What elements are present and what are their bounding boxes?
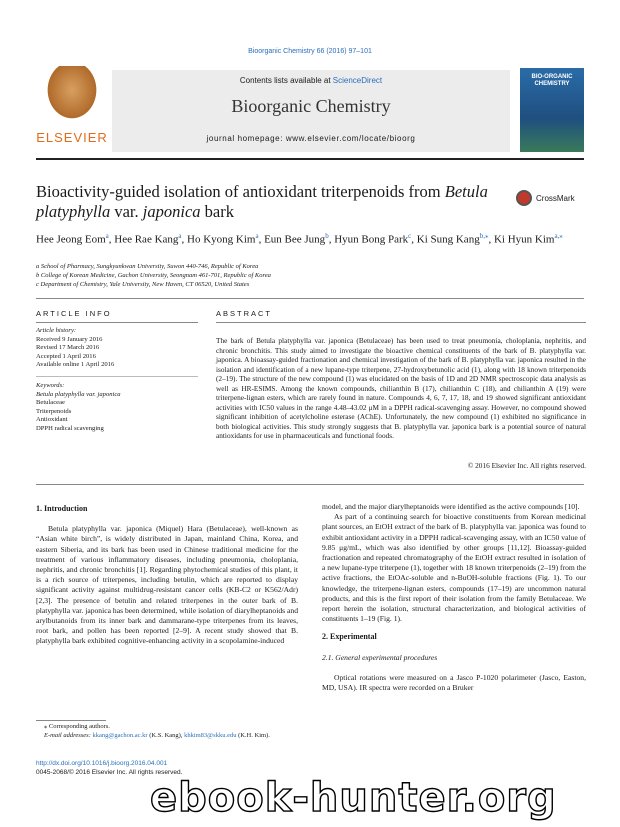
journal-reference[interactable]: Bioorganic Chemistry 66 (2016) 97–101 — [248, 48, 372, 55]
affiliation-b: b College of Korean Medicine, Gachon University, Seongnam 461-701, Republic of Korea — [36, 272, 271, 279]
keywords-label: Keywords: — [36, 382, 65, 389]
journal-homepage — [112, 134, 510, 143]
author: Ki Sung Kang — [416, 233, 480, 246]
journal-title: Bioorganic Chemistry — [231, 96, 391, 116]
doi-link[interactable]: http://dx.doi.org/10.1016/j.bioorg.2016.04.001 — [36, 760, 168, 767]
author-affil-mark: c — [408, 232, 412, 240]
footnotes — [44, 723, 298, 740]
keyword: DPPH radical scavenging — [36, 424, 104, 432]
history-label: Article history: — [36, 327, 77, 334]
corresponding-note: ⁎ Corresponding authors. — [44, 723, 110, 730]
revised-date: Revised 17 March 2016 — [36, 344, 100, 352]
elsevier-tree-icon — [41, 66, 103, 126]
keyword: Betula platyphylla var. japonica — [36, 390, 121, 398]
author: Eun Bee Jung — [264, 233, 326, 246]
affiliation-rule — [36, 298, 584, 299]
title-genus: Betula — [444, 182, 488, 201]
introduction-heading: 1. Introduction — [36, 504, 88, 513]
keyword: Antioxidant — [36, 416, 68, 424]
contents-line — [112, 76, 510, 85]
elsevier-logo — [36, 66, 108, 152]
keywords — [36, 382, 198, 434]
right-column — [322, 502, 586, 693]
abstract-text: The bark of Betula platyphylla var. japonica (Betulaceae) has been used to treat pneumonia, choloplania, nephritis, and chronic bronchitis. This study aimed to investigate the bioactive chemical constituents of the bark of B. platyphylla var. japonica. A bioassay-guided fractionation and chemical investigation of the bark of B. platyphylla var. japonica resulted in the isolation and identification of a new lupane-type triterpene, 27-hydroxybetunolic acid (1), along with 18 known triterpenoids (2–19). The structure of the new compound (1) was elucidated on the basis of 1D and 2D NMR spectroscopic data analysis as well as HR-ESIMS. Among the known compounds, chilianthin B (17), chilianthin C (18), and chilianthin A (19) were triterpene-lignan esters, which are rarely found in nature. Compounds 4, 6, 7, 17, 18, and 19 showed significant antioxidant activities with IC50 values in the range 4.48–43.02 μM in a DPPH radical-scavenging assay. However, no compound showed significant inhibition of acetylcholine esterase (AChE). Unfortunately, the new compound (1) exhibited no significance in both biological activities. This study strongly suggests that B. platyphylla var. japonica bark is a potential source of natural antioxidants for use in pharmaceuticals and functional foods. — [216, 336, 586, 440]
online-date: Available online 1 April 2016 — [36, 361, 115, 369]
email-label: E-mail addresses: — [44, 731, 91, 739]
author-affil-mark: a — [178, 232, 182, 240]
article-title — [36, 182, 496, 222]
cover-title: BIO-ORGANIC CHEMISTRY — [531, 74, 573, 87]
watermark-text: ebook-hunter.org — [150, 775, 557, 821]
article-info-rule — [36, 322, 198, 323]
author: Hee Jeong Eom — [36, 233, 106, 246]
experimental-heading: 2. Experimental — [322, 632, 377, 642]
affiliation-a: a School of Pharmacy, Sungkyunkwan University, Suwon 440-746, Republic of Korea — [36, 263, 259, 270]
general-procedures-heading: 2.1. General experimental procedures — [322, 652, 438, 662]
issn-line: 0045-2068/© 2016 Elsevier Inc. All rights reserved. — [36, 768, 183, 776]
author: Hee Rae Kang — [114, 233, 179, 246]
contents-prefix: Contents lists available at — [239, 76, 333, 85]
keyword: Triterpenoids — [36, 407, 72, 415]
author: Ki Hyun Kim — [493, 233, 555, 246]
article-info-heading: ARTICLE INFO — [36, 309, 112, 318]
received-date: Received 9 January 2016 — [36, 335, 103, 343]
title-var: var. — [110, 202, 143, 221]
author-affil-mark: b — [325, 232, 329, 240]
header-rule — [36, 158, 584, 160]
introduction-paragraph-2: As part of a continuing search for bioactive constituents from Korean medicinal plant sources, an EtOH extract of the bark of B. platyphylla var. japonica was found to exhibit antioxidant activity in a DPPH radical-scavenging assay, with an IC50 value of 9.85 μg/mL, which was also identified by other groups [11,12]. Bioassay-guided fractionation and repeated chromatography of the EtOH extract resulted in isolation of a new lupane-type triterpene (1), together with 18 known triterpenoids (2–19) from the active fractions, the EtOAc-soluble and n-BuOH-soluble fractions (Fig. 1). To our knowledge, the triterpene-lignan esters, compounds (17–19) are uncommon natural products, and this is the first report of their isolation from the family Betulaceae. We report herein the isolation, structural characterization, and biological activities of constituents 1–19 (Fig. 1). — [322, 512, 586, 624]
title-species: platyphylla — [36, 202, 111, 221]
email-link-2[interactable]: khkim83@skku.edu — [184, 731, 237, 739]
abstract-rule — [216, 322, 586, 323]
journal-cover-image — [520, 68, 584, 152]
title-end: bark — [200, 202, 234, 221]
keywords-rule — [36, 376, 198, 377]
introduction-paragraph: Betula platyphylla var. japonica (Miquel) Hara (Betulaceae), well-known as “Asian white birch”, is widely distributed in Japan, mainland China, Korea, and eastern Siberia, and its bark has been used in Chinese traditional medicine for the treatment of various inflammatory diseases, including pneumonia, choloplania, nephritis, and chronic bronchitis [1]. Regarding phytochemical studies of this plant, it is a rich source of triterpenes, including betulin, which are reported to display significant activity against multidrug-resistant cancer cells (KB-C2 or K562/Adr) [2,3]. The presence of betulin and related triterpenes in the outer bark of B. platyphylla var. japonica has been determined, while isolation of diarylheptanoids and arylbutanoids from its inner bark and dammarane-type triterpenes from its leaves, root bark, and pollen has been reported [2–9]. A recent study showed that B. platyphylla bark exhibited cognitive-enhancing activity in a scopolamine-induced — [36, 524, 298, 646]
accepted-date: Accepted 1 April 2016 — [36, 352, 96, 360]
author: Hyun Bong Park — [334, 233, 409, 246]
homepage-url[interactable]: www.elsevier.com/locate/bioorg — [285, 134, 416, 143]
left-column — [36, 504, 298, 647]
crossmark-badge[interactable] — [516, 190, 586, 206]
article-history — [36, 327, 198, 370]
abstract-heading: ABSTRACT — [216, 309, 273, 318]
author-affil-mark: a,⁎ — [554, 232, 563, 240]
affiliation-c: c Department of Chemistry, Yale University, New Haven, CT 06520, United States — [36, 281, 250, 288]
author-affil-mark: a — [255, 232, 259, 240]
abstract-bottom-rule — [36, 484, 584, 485]
author-affil-mark: b,⁎ — [479, 232, 489, 240]
homepage-prefix: journal homepage: — [206, 134, 286, 143]
crossmark-icon — [516, 190, 532, 206]
email-owner-1: (K.S. Kang), — [149, 731, 183, 739]
publisher-name: ELSEVIER — [36, 130, 108, 145]
author-affil-mark: a — [105, 232, 109, 240]
title-variety: japonica — [142, 202, 201, 221]
keyword: Betulaceae — [36, 399, 65, 407]
title-part-1: Bioactivity-guided isolation of antioxidant triterpenoids from — [36, 182, 445, 201]
author-list: Hee Jeong Eom$^a$, Hee Rae Kang$^a$, Ho Kyong Kim$^a$, Eun Bee Jung$^b$, Hyun Bong Park$^c$, Ki Sung Kang$^{b,⁎}$, Ki Hyun Kim$^{a,⁎}$ — [36, 232, 563, 246]
email-owner-2: (K.H. Kim). — [238, 731, 270, 739]
abstract-copyright: © 2016 Elsevier Inc. All rights reserved. — [467, 461, 586, 470]
introduction-paragraph-cont: model, and the major diarylheptanoids were identified as the active compounds [10]. — [322, 502, 580, 511]
author: Ho Kyong Kim — [187, 233, 256, 246]
crossmark-label: CrossMark — [536, 193, 575, 203]
footnote-rule — [36, 720, 106, 721]
experimental-paragraph: Optical rotations were measured on a Jasco P-1020 polarimeter (Jasco, Easton, MD, USA). IR spectra were recorded on a Bruker — [322, 672, 586, 693]
email-link-1[interactable]: kkang@gachon.ac.kr — [92, 731, 148, 739]
sciencedirect-link[interactable]: ScienceDirect — [332, 76, 383, 85]
